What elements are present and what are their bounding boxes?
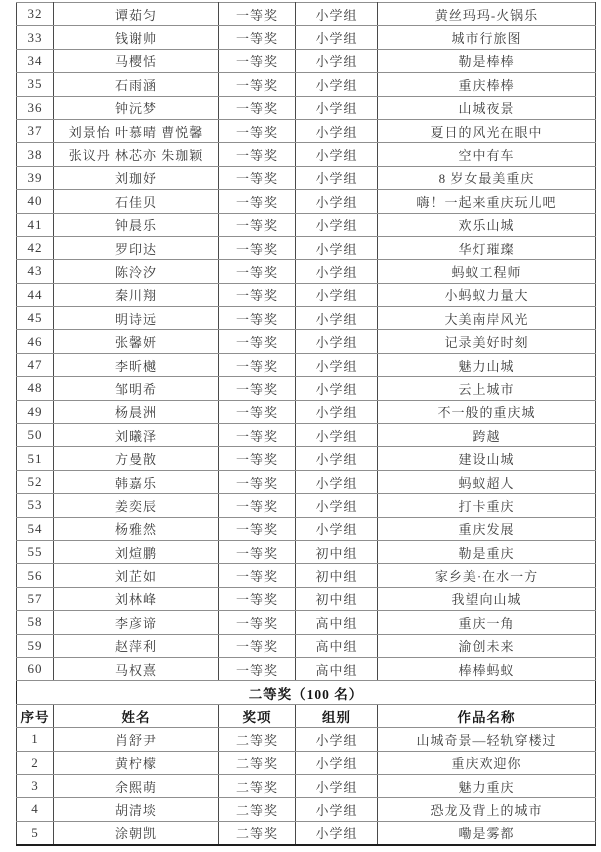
award-cell: 一等奖 bbox=[219, 96, 296, 119]
seq-cell: 54 bbox=[17, 517, 54, 540]
name-cell: 韩嘉乐 bbox=[54, 470, 219, 493]
award-cell: 一等奖 bbox=[219, 587, 296, 610]
group-cell: 小学组 bbox=[296, 728, 378, 751]
name-cell: 谭茹匀 bbox=[54, 3, 219, 26]
group-cell: 小学组 bbox=[296, 494, 378, 517]
seq-cell: 50 bbox=[17, 424, 54, 447]
title-cell: 渝创未来 bbox=[378, 634, 596, 657]
group-cell: 小学组 bbox=[296, 119, 378, 142]
column-header: 组别 bbox=[296, 704, 378, 727]
seq-cell: 49 bbox=[17, 400, 54, 423]
awards-table bbox=[16, 2, 596, 846]
group-cell: 小学组 bbox=[296, 330, 378, 353]
seq-cell: 56 bbox=[17, 564, 54, 587]
table-row bbox=[17, 236, 596, 259]
title-cell: 华灯璀璨 bbox=[378, 236, 596, 259]
name-cell: 马樱恬 bbox=[54, 49, 219, 72]
award-cell: 二等奖 bbox=[219, 774, 296, 797]
table-row bbox=[17, 49, 596, 72]
seq-cell: 51 bbox=[17, 447, 54, 470]
seq-cell: 35 bbox=[17, 73, 54, 96]
title-cell: 重庆一角 bbox=[378, 611, 596, 634]
name-cell: 杨晨洲 bbox=[54, 400, 219, 423]
award-cell: 二等奖 bbox=[219, 751, 296, 774]
seq-cell: 41 bbox=[17, 213, 54, 236]
seq-cell: 57 bbox=[17, 587, 54, 610]
title-cell: 嗨！一起来重庆玩儿吧 bbox=[378, 190, 596, 213]
name-cell: 余熙萌 bbox=[54, 774, 219, 797]
group-cell: 小学组 bbox=[296, 307, 378, 330]
group-cell: 小学组 bbox=[296, 166, 378, 189]
title-cell: 云上城市 bbox=[378, 377, 596, 400]
title-cell: 空中有车 bbox=[378, 143, 596, 166]
title-cell: 黄丝玛玛-火锅乐 bbox=[378, 3, 596, 26]
seq-cell: 45 bbox=[17, 307, 54, 330]
seq-cell: 37 bbox=[17, 119, 54, 142]
title-cell: 不一般的重庆城 bbox=[378, 400, 596, 423]
table-row bbox=[17, 400, 596, 423]
seq-cell: 3 bbox=[17, 774, 54, 797]
name-cell: 张议丹 林芯亦 朱珈颖 bbox=[54, 143, 219, 166]
name-cell: 钱谢帅 bbox=[54, 26, 219, 49]
group-cell: 小学组 bbox=[296, 26, 378, 49]
table-row bbox=[17, 166, 596, 189]
section-header: 二等奖（100 名） bbox=[17, 681, 596, 704]
name-cell: 刘景怡 叶慕晴 曹悦馨 bbox=[54, 119, 219, 142]
group-cell: 小学组 bbox=[296, 798, 378, 821]
group-cell: 小学组 bbox=[296, 260, 378, 283]
name-cell: 钟晨乐 bbox=[54, 213, 219, 236]
group-cell: 小学组 bbox=[296, 3, 378, 26]
award-cell: 一等奖 bbox=[219, 611, 296, 634]
name-cell: 石雨涵 bbox=[54, 73, 219, 96]
seq-cell: 2 bbox=[17, 751, 54, 774]
title-cell: 恐龙及背上的城市 bbox=[378, 798, 596, 821]
name-cell: 马权熹 bbox=[54, 657, 219, 680]
name-cell: 黄柠檬 bbox=[54, 751, 219, 774]
title-cell: 嘞是雾都 bbox=[378, 821, 596, 844]
award-cell: 一等奖 bbox=[219, 330, 296, 353]
title-cell: 8 岁女最美重庆 bbox=[378, 166, 596, 189]
group-cell: 小学组 bbox=[296, 190, 378, 213]
award-cell: 一等奖 bbox=[219, 494, 296, 517]
column-header: 作品名称 bbox=[378, 704, 596, 727]
award-cell: 一等奖 bbox=[219, 213, 296, 236]
column-header: 序号 bbox=[17, 704, 54, 727]
group-cell: 小学组 bbox=[296, 49, 378, 72]
title-cell: 小蚂蚁力量大 bbox=[378, 283, 596, 306]
group-cell: 小学组 bbox=[296, 400, 378, 423]
seq-cell: 40 bbox=[17, 190, 54, 213]
group-cell: 小学组 bbox=[296, 73, 378, 96]
title-cell: 山城夜景 bbox=[378, 96, 596, 119]
table-row bbox=[17, 564, 596, 587]
table-row bbox=[17, 611, 596, 634]
title-cell: 山城奇景—轻轨穿楼过 bbox=[378, 728, 596, 751]
title-cell: 我望向山城 bbox=[378, 587, 596, 610]
seq-cell: 58 bbox=[17, 611, 54, 634]
name-cell: 肖舒尹 bbox=[54, 728, 219, 751]
award-cell: 一等奖 bbox=[219, 634, 296, 657]
name-cell: 钟沅梦 bbox=[54, 96, 219, 119]
table-row bbox=[17, 353, 596, 376]
title-cell: 打卡重庆 bbox=[378, 494, 596, 517]
name-cell: 刘林峰 bbox=[54, 587, 219, 610]
table-row bbox=[17, 470, 596, 493]
group-cell: 高中组 bbox=[296, 657, 378, 680]
seq-cell: 1 bbox=[17, 728, 54, 751]
seq-cell: 43 bbox=[17, 260, 54, 283]
seq-cell: 52 bbox=[17, 470, 54, 493]
name-cell: 石佳贝 bbox=[54, 190, 219, 213]
seq-cell: 47 bbox=[17, 353, 54, 376]
award-cell: 二等奖 bbox=[219, 798, 296, 821]
name-cell: 张馨妍 bbox=[54, 330, 219, 353]
title-cell: 建设山城 bbox=[378, 447, 596, 470]
table-row bbox=[17, 307, 596, 330]
column-header: 姓名 bbox=[54, 704, 219, 727]
award-cell: 一等奖 bbox=[219, 73, 296, 96]
name-cell: 涂朝凯 bbox=[54, 821, 219, 844]
title-cell: 欢乐山城 bbox=[378, 213, 596, 236]
awards-table-body bbox=[17, 3, 596, 845]
title-cell: 夏日的风光在眼中 bbox=[378, 119, 596, 142]
title-cell: 魅力重庆 bbox=[378, 774, 596, 797]
table-row bbox=[17, 728, 596, 751]
name-cell: 李彦谛 bbox=[54, 611, 219, 634]
award-cell: 一等奖 bbox=[219, 447, 296, 470]
award-cell: 一等奖 bbox=[219, 119, 296, 142]
award-cell: 一等奖 bbox=[219, 400, 296, 423]
table-row bbox=[17, 424, 596, 447]
title-cell: 魅力山城 bbox=[378, 353, 596, 376]
seq-cell: 5 bbox=[17, 821, 54, 844]
seq-cell: 38 bbox=[17, 143, 54, 166]
group-cell: 小学组 bbox=[296, 213, 378, 236]
group-cell: 小学组 bbox=[296, 353, 378, 376]
group-cell: 小学组 bbox=[296, 424, 378, 447]
table-row bbox=[17, 330, 596, 353]
table-row bbox=[17, 587, 596, 610]
title-cell: 重庆发展 bbox=[378, 517, 596, 540]
seq-cell: 42 bbox=[17, 236, 54, 259]
group-cell: 小学组 bbox=[296, 517, 378, 540]
table-row bbox=[17, 143, 596, 166]
table-row bbox=[17, 657, 596, 680]
group-cell: 小学组 bbox=[296, 821, 378, 844]
title-cell: 蚂蚁工程师 bbox=[378, 260, 596, 283]
title-cell: 重庆棒棒 bbox=[378, 73, 596, 96]
table-row bbox=[17, 774, 596, 797]
award-cell: 一等奖 bbox=[219, 517, 296, 540]
table-row bbox=[17, 26, 596, 49]
award-cell: 一等奖 bbox=[219, 470, 296, 493]
award-cell: 一等奖 bbox=[219, 307, 296, 330]
name-cell: 罗印达 bbox=[54, 236, 219, 259]
group-cell: 小学组 bbox=[296, 96, 378, 119]
table-row bbox=[17, 190, 596, 213]
title-cell: 棒棒蚂蚁 bbox=[378, 657, 596, 680]
seq-cell: 55 bbox=[17, 540, 54, 563]
name-cell: 胡清埮 bbox=[54, 798, 219, 821]
seq-cell: 33 bbox=[17, 26, 54, 49]
award-cell: 一等奖 bbox=[219, 377, 296, 400]
award-cell: 一等奖 bbox=[219, 143, 296, 166]
name-cell: 邹明希 bbox=[54, 377, 219, 400]
award-cell: 一等奖 bbox=[219, 166, 296, 189]
title-cell: 跨越 bbox=[378, 424, 596, 447]
group-cell: 初中组 bbox=[296, 540, 378, 563]
seq-cell: 4 bbox=[17, 798, 54, 821]
award-cell: 一等奖 bbox=[219, 260, 296, 283]
award-cell: 一等奖 bbox=[219, 49, 296, 72]
seq-cell: 36 bbox=[17, 96, 54, 119]
seq-cell: 44 bbox=[17, 283, 54, 306]
name-cell: 陈泠汐 bbox=[54, 260, 219, 283]
section-row bbox=[17, 681, 596, 704]
column-header: 奖项 bbox=[219, 704, 296, 727]
title-cell: 记录美好时刻 bbox=[378, 330, 596, 353]
seq-cell: 59 bbox=[17, 634, 54, 657]
award-cell: 一等奖 bbox=[219, 283, 296, 306]
award-cell: 一等奖 bbox=[219, 3, 296, 26]
table-row bbox=[17, 377, 596, 400]
name-cell: 赵萍利 bbox=[54, 634, 219, 657]
title-cell: 大美南岸风光 bbox=[378, 307, 596, 330]
name-cell: 刘煊鹏 bbox=[54, 540, 219, 563]
seq-cell: 48 bbox=[17, 377, 54, 400]
name-cell: 刘芷如 bbox=[54, 564, 219, 587]
award-cell: 一等奖 bbox=[219, 353, 296, 376]
award-cell: 一等奖 bbox=[219, 657, 296, 680]
title-cell: 家乡美·在水一方 bbox=[378, 564, 596, 587]
award-cell: 一等奖 bbox=[219, 424, 296, 447]
award-cell: 二等奖 bbox=[219, 821, 296, 844]
name-cell: 秦川翔 bbox=[54, 283, 219, 306]
title-cell: 城市行旅图 bbox=[378, 26, 596, 49]
name-cell: 方曼散 bbox=[54, 447, 219, 470]
group-cell: 小学组 bbox=[296, 470, 378, 493]
table-row bbox=[17, 821, 596, 844]
group-cell: 小学组 bbox=[296, 774, 378, 797]
table-row bbox=[17, 798, 596, 821]
title-cell: 蚂蚁超人 bbox=[378, 470, 596, 493]
group-cell: 高中组 bbox=[296, 634, 378, 657]
title-cell: 勒是重庆 bbox=[378, 540, 596, 563]
group-cell: 小学组 bbox=[296, 283, 378, 306]
group-cell: 小学组 bbox=[296, 377, 378, 400]
group-cell: 初中组 bbox=[296, 587, 378, 610]
group-cell: 初中组 bbox=[296, 564, 378, 587]
award-cell: 一等奖 bbox=[219, 564, 296, 587]
table-row bbox=[17, 213, 596, 236]
seq-cell: 34 bbox=[17, 49, 54, 72]
award-cell: 二等奖 bbox=[219, 728, 296, 751]
table-row bbox=[17, 119, 596, 142]
seq-cell: 39 bbox=[17, 166, 54, 189]
award-cell: 一等奖 bbox=[219, 540, 296, 563]
table-row bbox=[17, 634, 596, 657]
group-cell: 小学组 bbox=[296, 143, 378, 166]
table-row bbox=[17, 494, 596, 517]
table-row bbox=[17, 260, 596, 283]
name-cell: 杨雅然 bbox=[54, 517, 219, 540]
seq-cell: 46 bbox=[17, 330, 54, 353]
name-cell: 刘曦泽 bbox=[54, 424, 219, 447]
award-cell: 一等奖 bbox=[219, 26, 296, 49]
title-cell: 勒是棒棒 bbox=[378, 49, 596, 72]
table-row bbox=[17, 540, 596, 563]
group-cell: 小学组 bbox=[296, 236, 378, 259]
group-cell: 小学组 bbox=[296, 751, 378, 774]
name-cell: 姜奕辰 bbox=[54, 494, 219, 517]
table-row bbox=[17, 73, 596, 96]
table-row bbox=[17, 96, 596, 119]
award-cell: 一等奖 bbox=[219, 236, 296, 259]
table-row bbox=[17, 283, 596, 306]
column-header-row bbox=[17, 704, 596, 727]
group-cell: 小学组 bbox=[296, 447, 378, 470]
title-cell: 重庆欢迎你 bbox=[378, 751, 596, 774]
name-cell: 李昕樾 bbox=[54, 353, 219, 376]
table-row bbox=[17, 517, 596, 540]
seq-cell: 60 bbox=[17, 657, 54, 680]
table-row bbox=[17, 751, 596, 774]
table-row bbox=[17, 447, 596, 470]
seq-cell: 32 bbox=[17, 3, 54, 26]
seq-cell: 53 bbox=[17, 494, 54, 517]
table-row bbox=[17, 3, 596, 26]
name-cell: 刘珈妤 bbox=[54, 166, 219, 189]
group-cell: 高中组 bbox=[296, 611, 378, 634]
name-cell: 明诗远 bbox=[54, 307, 219, 330]
award-cell: 一等奖 bbox=[219, 190, 296, 213]
